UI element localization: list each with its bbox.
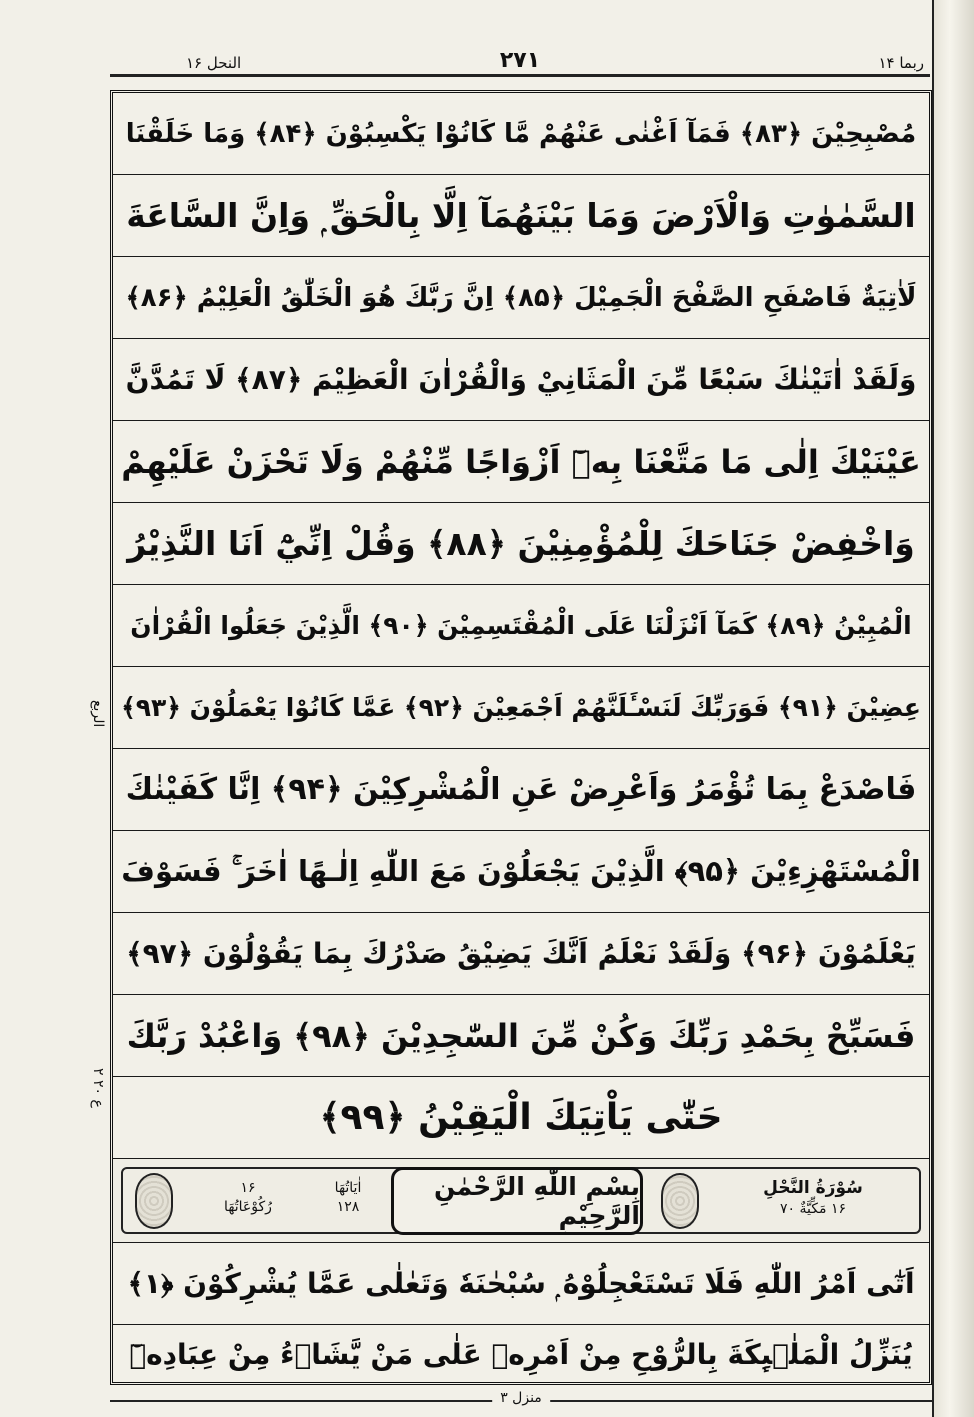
ayat-count: ۱۲۸ <box>336 1199 360 1215</box>
bismillah: بِسْمِ اللّٰهِ الرَّحْمٰنِ الرَّحِيْمِ <box>391 1167 643 1235</box>
ruku-info-box <box>183 1169 313 1227</box>
ayat-label: اٰيَاتُهَا <box>334 1180 362 1197</box>
juz-label: ربما ۱۴ <box>872 54 930 72</box>
text-line-13: حَتّٰى يَاْتِيَكَ الْيَقِيْنُ ﴿۹۹﴾ <box>113 1077 929 1159</box>
page-header <box>110 48 930 82</box>
ornament-medallion-right <box>661 1173 699 1229</box>
surah-meta: ۱۶ مَكِّيَّةٌ ۷۰ <box>780 1201 846 1218</box>
ornament-medallion-left <box>135 1173 173 1229</box>
text-line-15: يُنَزِّلُ الْمَلٰۗىِٕكَةَ بِالرُّوْحِ مِنْ اَمْرِهٖ عَلٰى مَنْ يَّشَاۗءُ مِنْ عِبَادِهٖٓ <box>129 1338 913 1371</box>
text-line-11: يَعْلَمُوْنَ ﴿۹۶﴾ وَلَقَدْ نَعْلَمُ اَنَّكَ يَضِيْقُ صَدْرُكَ بِمَا يَقُوْلُوْنَ ﴿۹۷﴾ <box>113 913 929 995</box>
book-spine <box>932 0 974 1417</box>
ruku-marker: ع ۲۰ ۲ <box>90 1068 106 1108</box>
surah-info-box <box>713 1169 913 1227</box>
surah-label: النحل ۱۶ <box>180 54 247 72</box>
header-rule <box>110 74 930 77</box>
surah-header-band <box>113 1159 929 1243</box>
page-number: ۲۷۱ <box>490 48 550 73</box>
manzil-label: منزل ۳ <box>492 1390 550 1406</box>
ayat-info-box <box>313 1169 383 1227</box>
text-line-10: الْمُسْتَهْزِءِيْنَ ﴿۹۵﴾ الَّذِيْنَ يَجْعَلُوْنَ مَعَ اللّٰهِ اِلٰـهًا اٰخَرَ ۚ فَسَوْفَ <box>113 831 929 913</box>
text-line-8: عِضِيْنَ ﴿۹۱﴾ فَوَرَبِّكَ لَنَسْـَٔلَنَّهُمْ اَجْمَعِيْنَ ﴿۹۲﴾ عَمَّا كَانُوْا يَعْمَلُوْنَ ﴿۹۳﴾ <box>113 667 929 749</box>
text-line-9: فَاصْدَعْ بِمَا تُؤْمَرُ وَاَعْرِضْ عَنِ الْمُشْرِكِيْنَ ﴿۹۴﴾ اِنَّا كَفَيْنٰكَ <box>113 749 929 831</box>
text-line-6: وَاخْفِضْ جَنَاحَكَ لِلْمُؤْمِنِيْنَ ﴿۸۸﴾ وَقُلْ اِنِّيْٓ اَنَا النَّذِيْرُ <box>113 503 929 585</box>
text-line-3: لَاٰتِيَةٌ فَاصْفَحِ الصَّفْحَ الْجَمِيْلَ ﴿۸۵﴾ اِنَّ رَبَّكَ هُوَ الْخَلّٰقُ الْعَلِيْمُ ﴿۸۶﴾ <box>113 257 929 339</box>
text-line-5: عَيْنَيْكَ اِلٰى مَا مَتَّعْنَا بِهٖٓ اَزْوَاجًا مِّنْهُمْ وَلَا تَحْزَنْ عَلَيْهِمْ <box>113 421 929 503</box>
text-frame <box>110 90 932 1385</box>
text-line-12: فَسَبِّحْ بِحَمْدِ رَبِّكَ وَكُنْ مِّنَ السّٰجِدِيْنَ ﴿۹۸﴾ وَاعْبُدْ رَبَّكَ <box>113 995 929 1077</box>
rub-marker: الربع <box>90 700 106 728</box>
ruku-count: ۱۶ <box>240 1180 256 1197</box>
surah-title: سُوْرَةُ النَّحْلِ <box>763 1178 863 1199</box>
ruku-label: رُكُوْعَاتُهَا <box>224 1199 272 1215</box>
text-line-4: وَلَقَدْ اٰتَيْنٰكَ سَبْعًا مِّنَ الْمَثَانِيْ وَالْقُرْاٰنَ الْعَظِيْمَ ﴿۸۷﴾ لَا تَمُدَّنَّ <box>113 339 929 421</box>
page-footer <box>110 1392 932 1412</box>
text-line-2: السَّمٰوٰتِ وَالْاَرْضَ وَمَا بَيْنَهُمَآ اِلَّا بِالْحَقِّ ۭ وَاِنَّ السَّاعَةَ <box>113 175 929 257</box>
text-line-14: اَتٰٓى اَمْرُ اللّٰهِ فَلَا تَسْتَعْجِلُوْهُ ۭ سُبْحٰنَهٗ وَتَعٰلٰى عَمَّا يُشْرِكُوْنَ ﴿۱﴾ <box>113 1243 929 1325</box>
text-line-1: مُصْبِحِيْنَ ﴿۸۳﴾ فَمَآ اَغْنٰى عَنْهُمْ مَّا كَانُوْا يَكْسِبُوْنَ ﴿۸۴﴾ وَمَا خَلَقْنَا <box>113 93 929 175</box>
text-line-7: الْمُبِيْنُ ﴿۸۹﴾ كَمَآ اَنْزَلْنَا عَلَى الْمُقْتَسِمِيْنَ ﴿۹۰﴾ الَّذِيْنَ جَعَلُوا الْقُرْاٰنَ <box>113 585 929 667</box>
